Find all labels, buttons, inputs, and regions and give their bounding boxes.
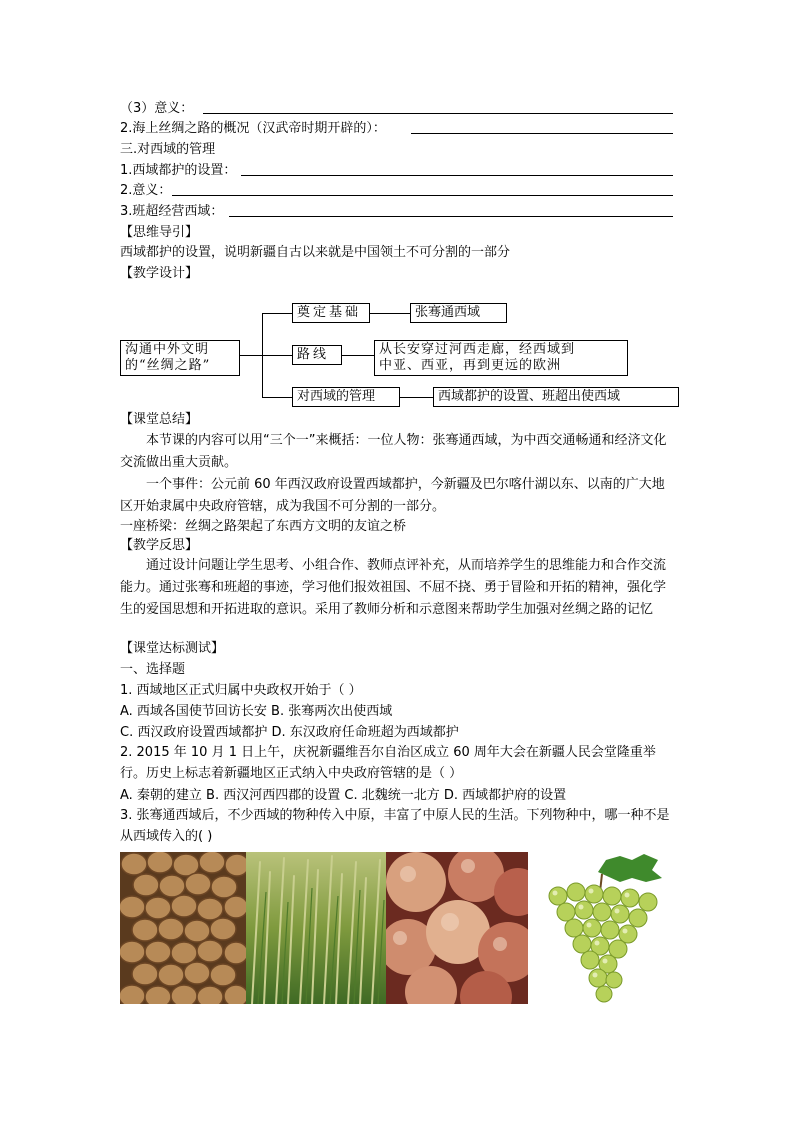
connector — [262, 355, 292, 356]
question-2-options: A. 秦朝的建立 B. 西汉河西四郡的设置 C. 北魏统一北方 D. 西域都护府的设置 — [120, 788, 567, 803]
connector — [262, 313, 292, 314]
walnut-photo — [120, 852, 246, 1004]
fill-line-1-blank — [203, 113, 673, 114]
reflection-text: 通过设计问题让学生思考、小组合作、教师点评补充，从而培养学生的思维能力和合作交流能力。通过张骞和班超的事迹，学习他们报效祖国、不屈不挠、勇于冒险和开拓的精神，强化学生的爱国思想和开拓进取的意识。采用了教师分析和示意图来帮助学生加强对丝绸之路的记忆 — [120, 558, 667, 617]
fill-line-6-label: 3.班超经营西域： — [120, 204, 224, 219]
test-section-title: 一、选择题 — [120, 662, 186, 677]
fill-line-5-label: 2.意义： — [120, 183, 172, 198]
diagram-root-line2: 的“丝绸之路” — [125, 358, 211, 373]
fill-line-6-blank — [229, 216, 673, 217]
thinking-text: 西域都护的设置，说明新疆自古以来就是中国领土不可分割的一部分 — [120, 245, 511, 260]
test-heading: 【课堂达标测试】 — [120, 641, 225, 656]
summary-paragraph-2: 一个事件：公元前 60 年西汉政府设置西域都护，今新疆及巴尔喀什湖以东、以南的广大地区开始隶属中央政府管辖，成为我国不可分割的一部分。 — [120, 477, 665, 514]
diagram-leaf-zhangqian: 张骞通西域 — [410, 303, 507, 323]
design-heading: 【教学设计】 — [120, 266, 199, 281]
connector — [342, 355, 374, 356]
diagram-leaf-route-detail — [374, 340, 628, 376]
question-1: 1. 西域地区正式归属中央政权开始于（ ） — [120, 683, 362, 698]
connector — [262, 397, 292, 398]
question-3: 3. 张骞通西域后，不少西域的物种传入中原，丰富了中原人民的生活。下列物种中，哪一种不是从西域传入的( ) — [120, 808, 670, 844]
fill-line-5-blank — [172, 195, 673, 196]
summary-paragraph-1: 本节课的内容可以用“三个一”来概括：一位人物：张骞通西域，为中西交通畅通和经济文化交流做出重大贡献。 — [120, 433, 667, 470]
diagram-branch-management: 对西域的管理 — [292, 387, 400, 407]
thinking-heading: 【思维导引】 — [120, 225, 199, 240]
pomegranate-photo — [386, 852, 528, 1004]
connector — [400, 397, 433, 398]
summary-heading: 【课堂总结】 — [120, 412, 199, 427]
connector — [240, 355, 262, 356]
fill-line-1-label: （3）意义： — [120, 101, 194, 116]
diagram-leaf-route-line2: 中亚、西亚，再到更远的欧洲 — [379, 358, 562, 373]
diagram-branch-foundation: 奠定基础 — [292, 303, 370, 323]
diagram-branch-route: 路线 — [292, 345, 342, 365]
fill-line-2-blank — [411, 133, 673, 134]
section-heading-3: 三.对西域的管理 — [120, 142, 216, 157]
question-1-options-ab: A. 西域各国使节回访长安 B. 张骞两次出使西域 — [120, 704, 393, 719]
question-2: 2. 2015 年 10 月 1 日上午，庆祝新疆维吾尔自治区成立 60 周年大会在新疆人民会堂隆重举行。历史上标志着新疆地区正式纳入中央政府管辖的是（ ） — [120, 745, 656, 781]
diagram-root-box — [120, 340, 240, 376]
connector — [370, 313, 410, 314]
diagram-leaf-route-line1: 从长安穿过河西走廊，经西域到 — [379, 342, 576, 357]
diagram-leaf-protectorate: 西域都护的设置、班超出使西域 — [433, 387, 679, 407]
fill-line-2-label: 2.海上丝绸之路的概况（汉武帝时期开辟的）： — [120, 121, 386, 136]
grape-photo — [528, 852, 674, 1004]
diagram-root-line1: 沟通中外文明 — [125, 342, 210, 357]
wheat-photo — [246, 852, 386, 1004]
summary-paragraph-3: 一座桥梁：丝绸之路架起了东西方文明的友谊之桥 — [120, 519, 407, 534]
question-1-options-cd: C. 西汉政府设置西域都护 D. 东汉政府任命班超为西域都护 — [120, 725, 459, 740]
fill-line-4-label: 1.西域都护的设置： — [120, 163, 237, 178]
fill-line-4-blank — [241, 175, 673, 176]
reflection-heading: 【教学反思】 — [120, 538, 199, 553]
